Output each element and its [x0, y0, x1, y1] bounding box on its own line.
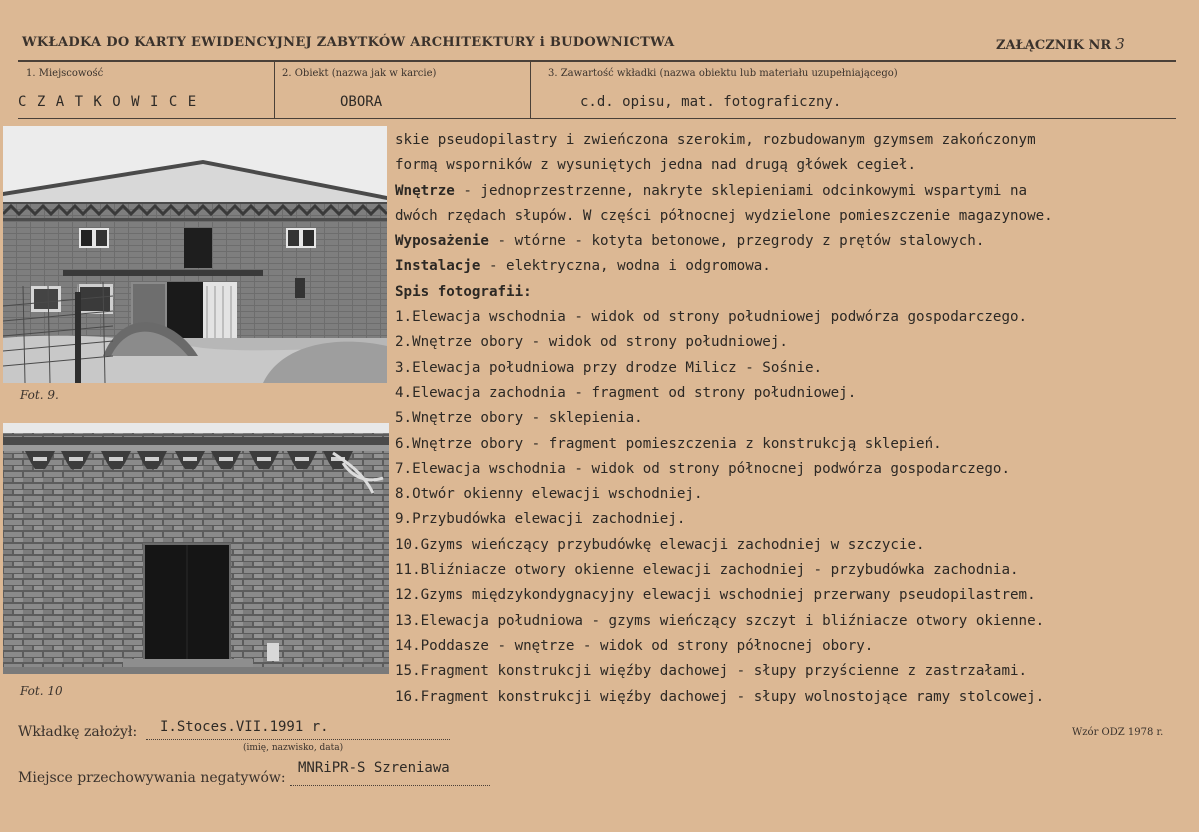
description-line [395, 659, 1185, 684]
description-line-text: 1.Elewacja wschodnia - widok od strony południowej podwórza gospodarczego. [395, 309, 1028, 326]
description-line [395, 381, 1185, 406]
contents-value: c.d. opisu, mat. fotograficzny. [580, 94, 842, 110]
description-text [395, 128, 1185, 710]
description-line [395, 685, 1185, 710]
contents-label: 3. Zawartość wkładki (nazwa obiektu lub materiału uzupełniającego) [548, 68, 898, 79]
description-line-heading: Wyposażenie [395, 233, 489, 250]
description-line-text: - wtórne - kotyta betonowe, przegrody z prętów stalowych. [488, 233, 985, 250]
attachment-number-value: 3 [1115, 35, 1125, 53]
attachment-number [996, 35, 1125, 53]
description-line [395, 609, 1185, 634]
description-line-text: 15.Fragment konstrukcji więźby dachowej - słupy przyścienne z zastrzałami. [395, 663, 1028, 680]
description-line-heading: Spis fotografii: [395, 283, 532, 300]
description-line-text: 10.Gzyms wieńczący przybudówkę elewacji zachodniej w szczycie. [395, 536, 925, 553]
description-line-text: 7.Elewacja wschodnia - widok od strony północnej podwórza gospodarczego. [395, 460, 1010, 477]
created-by-hint: (imię, nazwisko, data) [243, 743, 344, 753]
created-by-dotline [146, 739, 450, 740]
description-line [395, 356, 1185, 381]
description-line-text: 4.Elewacja zachodnia - fragment od strony południowej. [395, 384, 857, 401]
description-line [395, 254, 1185, 279]
description-line [395, 305, 1185, 330]
description-line-text: 13.Elewacja południowa - gzyms wieńczący szczyt i bliźniacze otwory okienne. [395, 612, 1045, 629]
description-line [395, 204, 1185, 229]
locality-value: C Z A T K O W I C E [18, 94, 198, 110]
description-line-text: 9.Przybudówka elewacji zachodniej. [395, 511, 686, 528]
description-line [395, 280, 1185, 305]
description-line [395, 153, 1185, 178]
description-line [395, 128, 1185, 153]
photo-barn-facade [3, 126, 387, 383]
description-line-text: dwóch rzędach słupów. W części północnej wydzielone pomieszczenie magazynowe. [395, 207, 1053, 224]
field-divider-1 [274, 62, 275, 118]
description-line-heading: Instalacje [395, 258, 481, 275]
description-line [395, 634, 1185, 659]
description-line-text: formą wsporników z wysuniętych jedna nad drugą główek cegieł. [395, 157, 917, 174]
brick-wall-image [3, 423, 389, 674]
attachment-label: ZAŁĄCZNIK NR [996, 38, 1112, 53]
field-divider-2 [530, 62, 531, 118]
photo-brick-wall [3, 423, 389, 674]
description-line-text: skie pseudopilastry i zwieńczona szerokim, rozbudowanym gzymsem zakończonym [395, 132, 1036, 148]
description-line [395, 229, 1185, 254]
description-line-text: - elektryczna, wodna i odgromowa. [480, 258, 771, 275]
description-line-text: - jednoprzestrzenne, nakryte sklepieniami odcinkowymi wspartymi na [454, 182, 1028, 199]
created-by-label: Wkładkę założył: [18, 724, 138, 740]
negatives-storage-value: MNRiPR-S Szreniawa [298, 760, 450, 776]
description-line [395, 558, 1185, 583]
description-line [395, 457, 1185, 482]
description-line-text: 2.Wnętrze obory - widok od strony południowej. [395, 334, 788, 351]
description-line [395, 432, 1185, 457]
description-line [395, 507, 1185, 532]
description-line-text: 6.Wnętrze obory - fragment pomieszczenia z konstrukcją sklepień. [395, 435, 942, 452]
object-value: OBORA [340, 94, 383, 110]
header-rule-bottom [18, 118, 1176, 119]
model-label: Wzór ODZ 1978 r. [1072, 727, 1164, 738]
description-line [395, 406, 1185, 431]
locality-label: 1. Miejscowość [26, 68, 104, 79]
description-line [395, 533, 1185, 558]
description-line [395, 583, 1185, 608]
description-line [395, 330, 1185, 355]
description-line-heading: Wnętrze [395, 182, 455, 199]
description-line [395, 179, 1185, 204]
description-line-text: 8.Otwór okienny elewacji wschodniej. [395, 486, 703, 503]
object-label: 2. Obiekt (nazwa jak w karcie) [282, 68, 437, 79]
header-rule-top [18, 60, 1176, 62]
photo1-caption: Fot. 9. [20, 388, 59, 402]
barn-facade-image [3, 126, 387, 383]
description-line-text: 5.Wnętrze obory - sklepienia. [395, 410, 643, 427]
photo2-caption: Fot. 10 [20, 684, 63, 698]
description-line-text: 12.Gzyms międzykondygnacyjny elewacji wschodniej przerwany pseudopilastrem. [395, 587, 1036, 604]
description-line-text: 11.Bliźniacze otwory okienne elewacji zachodniej - przybudówka zachodnia. [395, 562, 1019, 579]
negatives-storage-dotline [290, 785, 490, 786]
description-line-text: 3.Elewacja południowa przy drodze Milicz - Sośnie. [395, 359, 823, 376]
description-line [395, 482, 1185, 507]
negatives-storage-label: Miejsce przechowywania negatywów: [18, 770, 286, 786]
description-line-text: 14.Poddasze - wnętrze - widok od strony północnej obory. [395, 637, 874, 654]
description-line-text: 16.Fragment konstrukcji więźby dachowej - słupy wolnostojące ramy stolcowej. [395, 688, 1045, 705]
created-by-value: I.Stoces.VII.1991 r. [160, 719, 329, 735]
card-title: WKŁADKA DO KARTY EWIDENCYJNEJ ZABYTKÓW ARCHITEKTURY i BUDOWNICTWA [22, 35, 675, 50]
